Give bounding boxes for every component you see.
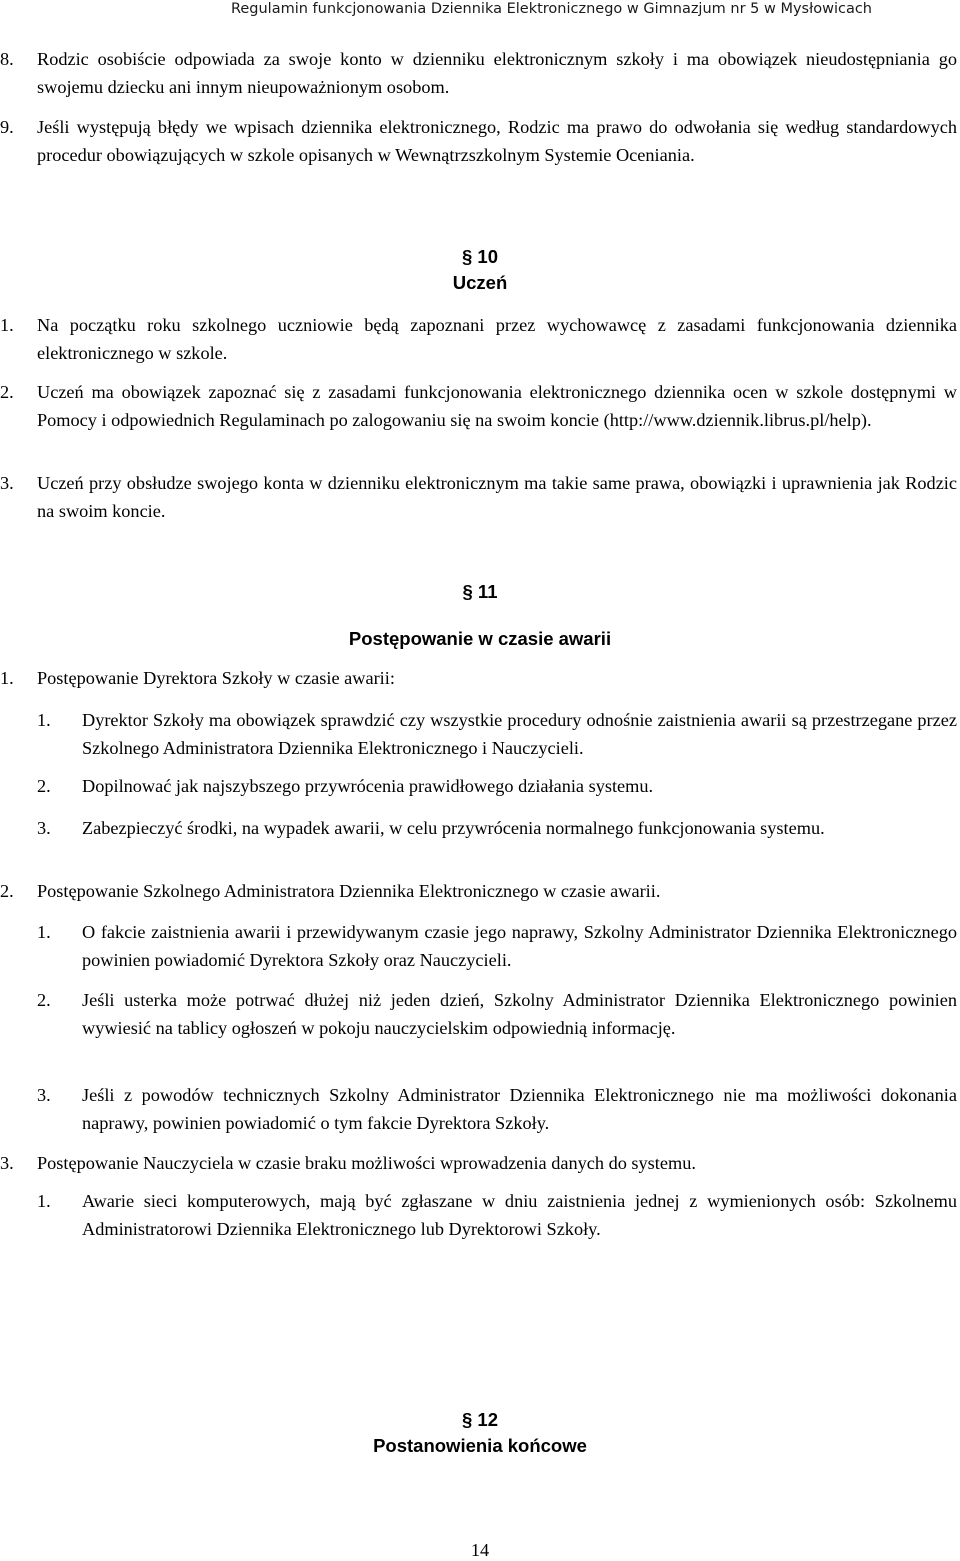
group-heading-administrator: Postępowanie Szkolnego Administratora Dziennika Elektronicznego w czasie awarii. [37,881,661,901]
item-number: 9. [0,117,14,137]
paragraph-rodzic-konto: Rodzic osobiście odpowiada za swoje konto w dzienniku elektronicznym szkoły i ma obowiązek nieudostępniania go swojemu dziecku ani innym nieupoważnionym osobom. [37,49,957,97]
paragraph-uczen-3: Uczeń przy obsłudze swojego konta w dzienniku elektronicznym ma takie same prawa, obowiązki i uprawnienia jak Rodzic na swoim koncie. [37,473,957,521]
paragraph-rodzic-odwolanie: Jeśli występują błędy we wpisach dziennika elektronicznego, Rodzic ma prawo do odwołania się według standardowych procedur obowiązujących w szkole opisanych w Wewnątrzszkolnym Systemie Oceniania. [37,117,957,165]
group-number: 2. [0,881,14,901]
paragraph-nauczyciel-1: Awarie sieci komputerowych, mają być zgłaszane w dniu zaistnienia jednej z wymienionych osób: Szkolnemu Administratorowi Dziennika Elektronicznego lub Dyrektorowi Szkoły. [82,1191,957,1239]
item-number: 3. [37,1085,51,1105]
paragraph-dyrektor-1: Dyrektor Szkoły ma obowiązek sprawdzić czy wszystkie procedury odnośnie zaistnienia awarii są przestrzegane przez Szkolnego Administratora Dziennika Elektronicznego i Nauczycieli. [82,710,957,758]
group-number: 1. [0,668,14,688]
item-number: 2. [37,990,51,1010]
item-number: 1. [0,315,14,335]
section-title: Uczeń [452,272,508,293]
item-number: 3. [0,473,14,493]
paragraph-uczen-2: Uczeń ma obowiązek zapoznać się z zasadami funkcjonowania elektronicznego dziennika ocen w szkole dostępnymi w Pomocy i odpowiednich Regulaminach po zalogowaniu się na swoim koncie (http://www.dziennik.librus.pl/help). [37,382,957,430]
paragraph-administrator-1: O fakcie zaistnienia awarii i przewidywanym czasie jego naprawy, Szkolny Administrator Dziennika Elektronicznego powinien powiadomić Dyrektora Szkoły oraz Nauczycieli. [82,922,957,970]
item-number: 1. [37,922,51,942]
page-number: 14 [470,1540,490,1560]
paragraph-administrator-2: Jeśli usterka może potrwać dłużej niż jeden dzień, Szkolny Administrator Dziennika Elektronicznego powinien wywiesić na tablicy ogłoszeń w pokoju nauczycielskim odpowiednią informację. [82,990,957,1038]
group-number: 3. [0,1153,14,1173]
section-number: § 10 [461,246,498,267]
item-number: 1. [37,1191,51,1211]
paragraph-administrator-3: Jeśli z powodów technicznych Szkolny Administrator Dziennika Elektronicznego nie ma możliwości dokonania naprawy, powinien powiadomić o tym fakcie Dyrektora Szkoły. [82,1085,957,1133]
help-link[interactable]: http://www.dziennik.librus.pl/help [609,410,861,430]
item-number: 3. [37,818,51,838]
section-number: § 11 [462,581,498,602]
paragraph-dyrektor-3: Zabezpieczyć środki, na wypadek awarii, w celu przywrócenia normalnego funkcjonowania systemu. [82,818,825,838]
page-header: Regulamin funkcjonowania Dziennika Elektronicznego w Gimnazjum nr 5 w Mysłowicach [230,1,872,17]
section-title: Postanowienia końcowe [373,1435,587,1456]
item-number: 8. [0,49,14,69]
item-number: 2. [0,382,14,402]
item-number: 1. [37,710,51,730]
group-heading-dyrektor: Postępowanie Dyrektora Szkoły w czasie awarii: [37,668,395,688]
section-number: § 12 [461,1409,498,1430]
item-number: 2. [37,776,51,796]
section-title: Postępowanie w czasie awarii [348,628,612,649]
group-heading-nauczyciel: Postępowanie Nauczyciela w czasie braku możliwości wprowadzenia danych do systemu. [37,1153,696,1173]
paragraph-uczen-1: Na początku roku szkolnego uczniowie będą zapoznani przez wychowawcę z zasadami funkcjonowania dziennika elektronicznego w szkole. [37,315,957,363]
paragraph-dyrektor-2: Dopilnować jak najszybszego przywrócenia prawidłowego działania systemu. [82,776,654,796]
